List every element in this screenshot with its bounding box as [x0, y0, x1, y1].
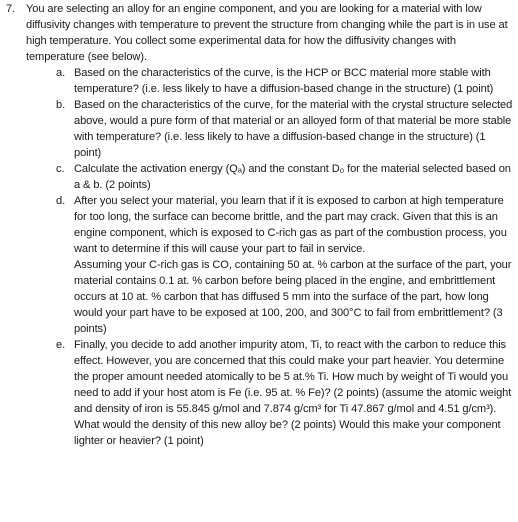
question-parts-list — [26, 65, 514, 449]
part-paragraph: After you select your material, you learn that if it is exposed to carbon at high temperature for too long, the surface can become brittle, and the part may crack. Given that this is an engine component, which is exposed to C-rich gas as part of the combustion process, you want to determine if this will cause your part to fail in service. — [74, 195, 507, 255]
part-letter: a. — [56, 67, 66, 79]
part-paragraph: Based on the characteristics of the curve, is the HCP or BCC material more stable with temperature? (i.e. less likely to have a diffusion-based change in the structure) (1 point) — [74, 67, 494, 95]
part-paragraph: Based on the characteristics of the curve, for the material with the crystal structure selected above, would a pure form of that material or an alloyed form of that material be more stable with temperature? (i.e. less likely to have a diffusion-based change in the structure) (1 point) — [74, 99, 513, 159]
part-a — [56, 65, 514, 97]
part-e — [56, 337, 514, 449]
part-text — [74, 193, 514, 337]
part-text — [74, 65, 514, 97]
part-paragraph: Assuming your C-rich gas is CO, containing 50 at. % carbon at the surface of the part, your material contains 0.1 at. % carbon before being placed in the engine, and embrittlement occurs at 10 at. % carbon that has diffused 5 mm into the surface of the part, how long would your part have to be exposed at 100, 200, and 300°C to fail from embrittlement? (3 points) — [74, 259, 512, 335]
part-text — [74, 337, 514, 449]
part-paragraph: Finally, you decide to add another impurity atom, Ti, to react with the carbon to reduce this effect. However, you are concerned that this could make your part heavier. You determine the proper amount needed atomically to be 5 at.% Ti. How much by weight of Ti would you need to add if your host atom is Fe (i.e. 95 at. % Fe)? (2 points) (assume the atomic weight and density of iron is 55.845 g/mol and 7.874 g/cm³ for Ti 47.867 g/mol and 4.51 g/cm³). What would the density of this new alloy be? (2 points) Would this make your component lighter or heavier? (1 point) — [74, 339, 512, 447]
part-d — [56, 193, 514, 337]
part-paragraph: Calculate the activation energy (Qₐ) and the constant D₀ for the material selected based on a & b. (2 points) — [74, 163, 511, 191]
part-c — [56, 161, 514, 193]
question-7 — [6, 1, 514, 449]
part-text — [74, 161, 514, 193]
question-body — [26, 1, 514, 449]
part-b — [56, 97, 514, 161]
part-text — [74, 97, 514, 161]
part-letter: c. — [56, 163, 65, 175]
part-letter: d. — [56, 195, 66, 207]
part-letter: e. — [56, 339, 66, 351]
part-letter: b. — [56, 99, 66, 111]
question-number: 7. — [6, 3, 16, 15]
question-intro: You are selecting an alloy for an engine component, and you are looking for a material with low diffusivity changes with temperature to prevent the structure from changing while the part is in use at high temperature. You collect some experimental data for how the diffusivity changes with temperature (see below). — [26, 3, 508, 63]
